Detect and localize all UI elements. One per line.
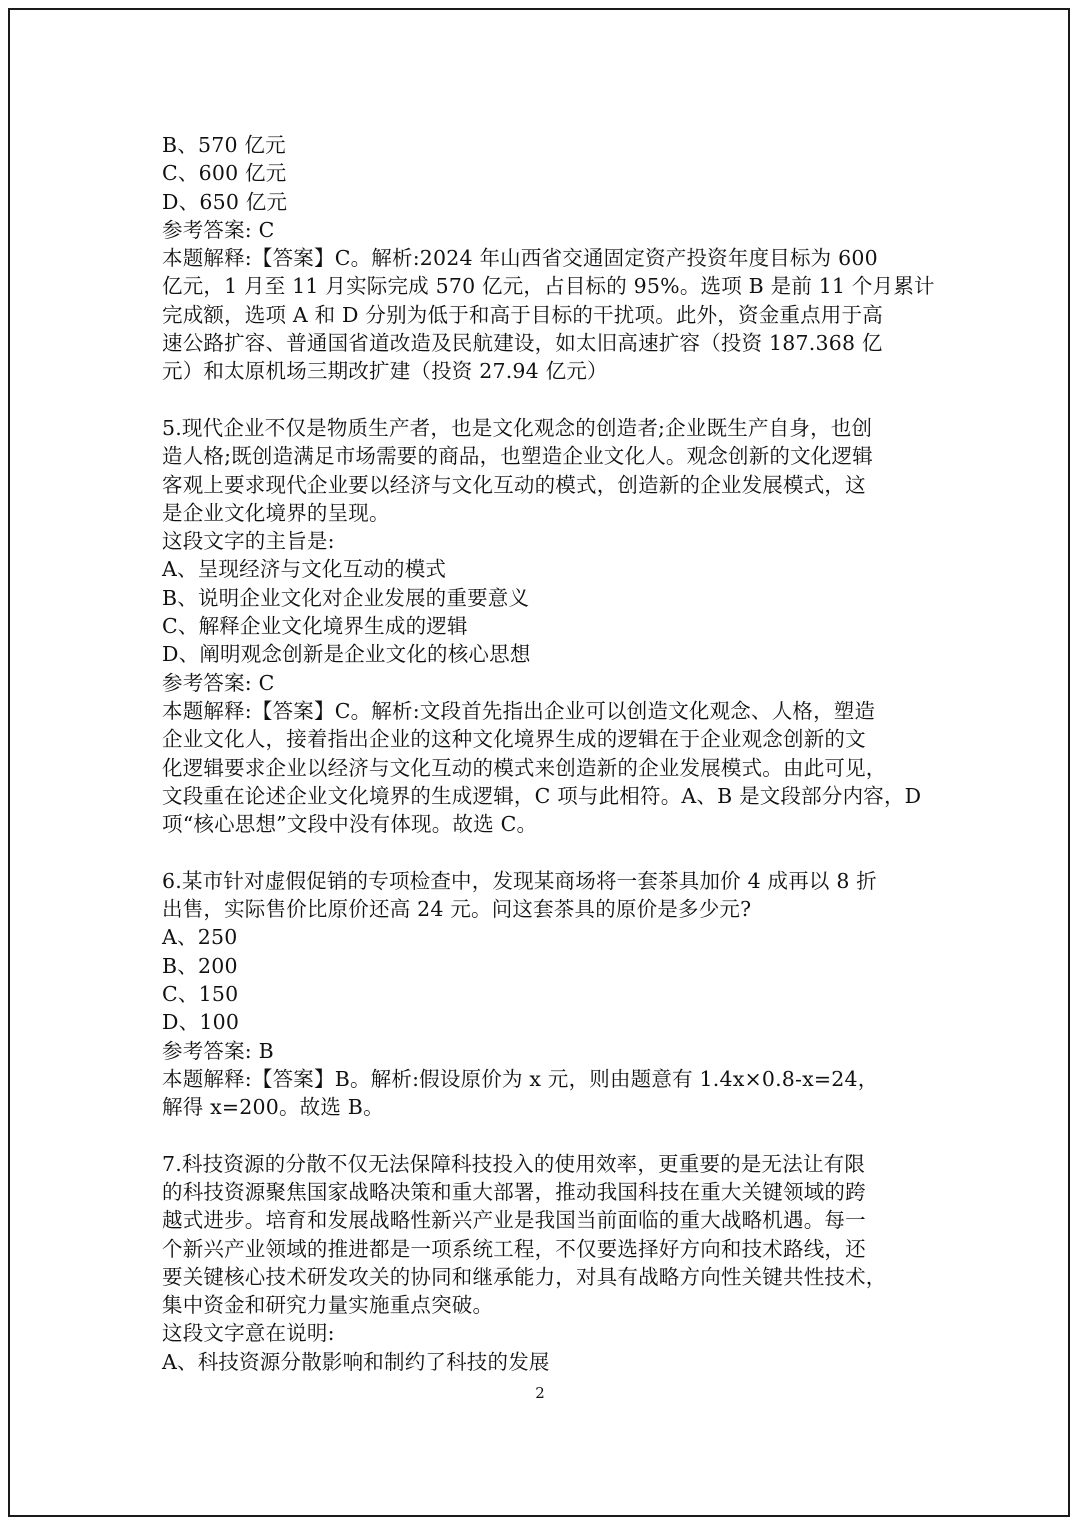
document-body	[162, 131, 935, 1376]
question-stem-line: 出售，实际售价比原价还高 24 元。问这套茶具的原价是多少元?	[162, 897, 752, 922]
explanation-line: 亿元，1 月至 11 月实际完成 570 亿元，占目标的 95%。选项 B 是前 11 个月累计	[162, 274, 935, 299]
explanation-line: 速公路扩容、普通国省道改造及民航建设，如太旧高速扩容（投资 187.368 亿	[162, 331, 883, 356]
question-stem-line: 客观上要求现代企业要以经济与文化互动的模式，创造新的企业发展模式，这	[162, 472, 866, 497]
explanation-line: 项“核心思想”文段中没有体现。故选 C。	[162, 812, 538, 837]
explanation-line: 解得 x=200。故选 B。	[162, 1095, 384, 1120]
question-stem-line: 造人格;既创造满足市场需要的商品，也塑造企业文化人。观念创新的文化逻辑	[162, 444, 873, 469]
explanation-line: 本题解释:【答案】C。解析:2024 年山西省交通固定资产投资年度目标为 600	[162, 246, 878, 271]
answer: 参考答案: C	[162, 217, 275, 242]
question-6	[162, 867, 922, 1122]
option-b: B、200	[162, 953, 238, 978]
spacer	[162, 386, 922, 414]
explanation-line: 元）和太原机场三期改扩建（投资 27.94 亿元）	[162, 359, 608, 384]
option-a: A、科技资源分散影响和制约了科技的发展	[162, 1349, 550, 1374]
explanation-line: 企业文化人，接着指出企业的这种文化境界生成的逻辑在于企业观念创新的文	[162, 727, 866, 752]
question-stem-line: 的科技资源聚焦国家战略决策和重大部署，推动我国科技在重大关键领域的跨	[162, 1179, 866, 1204]
question-stem-line: 5.现代企业不仅是物质生产者，也是文化观念的创造者;企业既生产自身，也创	[162, 415, 873, 440]
explanation-line: 本题解释:【答案】B。解析:假设原价为 x 元，则由题意有 1.4x×0.8-x=24，	[162, 1066, 879, 1091]
question-stem-line: 要关键核心技术研发攻关的协同和继承能力，对具有战略方向性关键共性技术，	[162, 1264, 887, 1289]
question-stem-line: 是企业文化境界的呈现。	[162, 500, 390, 525]
question-5	[162, 414, 922, 838]
explanation-line: 完成额，选项 A 和 D 分别为低于和高于目标的干扰项。此外，资金重点用于高	[162, 302, 883, 327]
option-c: C、解释企业文化境界生成的逻辑	[162, 614, 468, 639]
option-d: D、650 亿元	[162, 189, 288, 214]
option-a: A、呈现经济与文化互动的模式	[162, 557, 447, 582]
option-b: B、说明企业文化对企业发展的重要意义	[162, 585, 530, 610]
option-d: D、阐明观念创新是企业文化的核心思想	[162, 642, 531, 667]
explanation-line: 化逻辑要求企业以经济与文化互动的模式来创造新的企业发展模式。由此可见，	[162, 755, 887, 780]
question-prompt: 这段文字意在说明:	[162, 1321, 335, 1346]
explanation-line: 文段重在论述企业文化境界的生成逻辑，C 项与此相符。A、B 是文段部分内容，D	[162, 783, 922, 808]
option-c: C、150	[162, 981, 239, 1006]
explanation-line: 本题解释:【答案】C。解析:文段首先指出企业可以创造文化观念、人格，塑造	[162, 698, 876, 723]
option-c: C、600 亿元	[162, 161, 287, 186]
question-stem-line: 7.科技资源的分散不仅无法保障科技投入的使用效率，更重要的是无法让有限	[162, 1151, 866, 1176]
question-stem-line: 个新兴产业领域的推进都是一项系统工程，不仅要选择好方向和技术路线，还	[162, 1236, 866, 1261]
question-stem-line: 6.某市针对虚假促销的专项检查中，发现某商场将一套茶具加价 4 成再以 8 折	[162, 868, 878, 893]
option-a: A、250	[162, 925, 238, 950]
option-b: B、570 亿元	[162, 133, 286, 157]
answer: 参考答案: B	[162, 1038, 274, 1063]
question-7	[162, 1150, 922, 1376]
question-stem-line: 集中资金和研究力量实施重点突破。	[162, 1293, 494, 1318]
spacer	[162, 1121, 922, 1149]
option-d: D、100	[162, 1010, 240, 1035]
page-number: 2	[535, 1384, 545, 1402]
spacer	[162, 838, 922, 866]
prev-question	[162, 131, 935, 386]
question-stem-line: 越式进步。培育和发展战略性新兴产业是我国当前面临的重大战略机遇。每一	[162, 1208, 866, 1233]
question-prompt: 这段文字的主旨是:	[162, 529, 335, 554]
answer: 参考答案: C	[162, 670, 275, 695]
